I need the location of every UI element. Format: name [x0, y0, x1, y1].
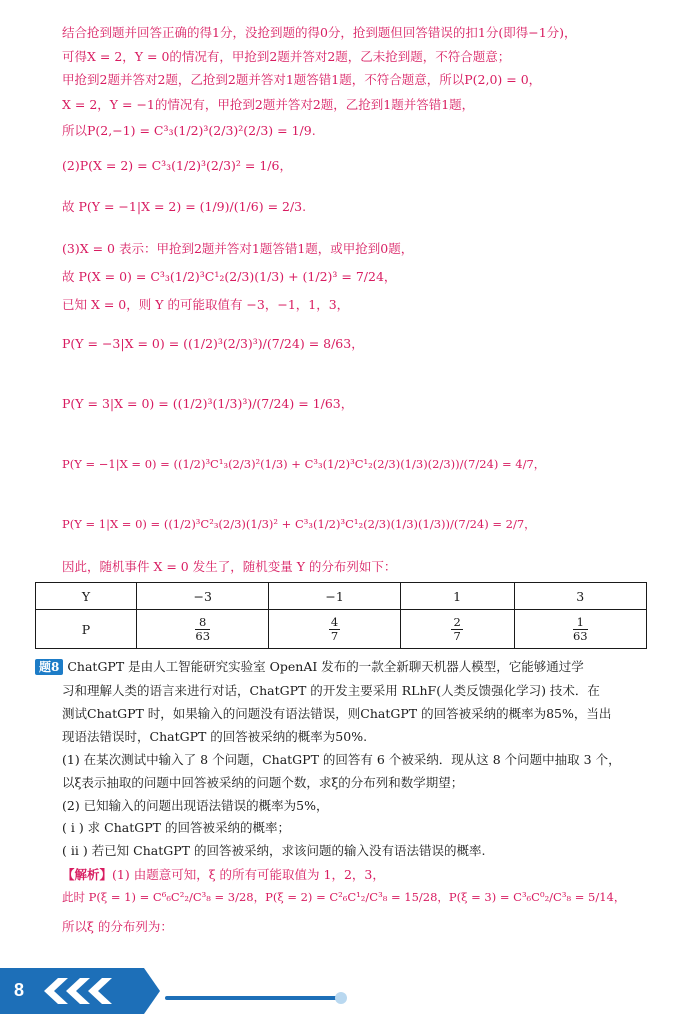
- question-text: 现语法错误时，ChatGPT 的回答被采纳的概率为50%.: [62, 729, 368, 744]
- question-text: ChatGPT 是由人工智能研究实验室 OpenAI 发布的一款全新聊天机器人模型，它能够通过学: [67, 659, 584, 674]
- numerator: 4: [330, 614, 339, 629]
- numerator: 1: [573, 616, 588, 630]
- denominator: 63: [195, 628, 211, 643]
- question-text: 习和理解人类的语言来进行对话，ChatGPT 的开发主要采用 RLhF(人类反馈强化学习) 技术．在: [62, 683, 600, 698]
- text-line: (3)X = 0 表示：甲抢到2题并答对1题答错1题，或甲抢到0题，: [62, 241, 414, 256]
- equation-line: 故 P(Y = −1|X = 2) = (1/9)/(1/6) = 2/3.: [62, 199, 307, 214]
- table-cell: [269, 610, 400, 649]
- distribution-table: [35, 582, 647, 649]
- solution-tag: 【解析】: [62, 867, 113, 882]
- text-line: X = 2，Y = −1的情况有，甲抢到2题并答对2题，乙抢到1题并答错1题，: [62, 97, 475, 112]
- numerator: 2: [453, 614, 461, 629]
- question-text: (2) 已知输入的问题出现语法错误的概率为5%，: [62, 798, 329, 813]
- solution-equation: 此时 P(ξ = 1) = C⁶₆C²₂/C³₈ = 3/28，P(ξ = 2) = C²₆C¹₂/C³₈ = 15/28，P(ξ = 3) = C³₆C⁰₂/C³₈ = 5/14，: [62, 890, 626, 904]
- table-cell: −1: [269, 583, 400, 610]
- table-cell: [137, 610, 269, 649]
- table-cell: 3: [514, 583, 646, 610]
- footer-rule: [165, 996, 345, 1000]
- denominator: 7: [453, 628, 461, 643]
- table-row: [36, 610, 647, 649]
- equation-line: 故 P(X = 0) = C³₃(1/2)³C¹₂(2/3)(1/3) + (1/2)³ = 7/24，: [62, 269, 397, 284]
- table-cell: −3: [137, 583, 269, 610]
- solution-text: (1) 由题意可知，ξ 的所有可能取值为 1，2，3，: [112, 867, 385, 882]
- conditional-prob-equation: P(Y = 1|X = 0) = ((1/2)³C²₃(2/3)(1/3)² + C³₃(1/2)³C¹₂(2/3)(1/3)(1/3))/(7/24) = 2/7，: [62, 517, 536, 531]
- question-badge: 题8: [35, 659, 63, 675]
- text-line: 因此，随机事件 X = 0 发生了，随机变量 Y 的分布列如下：: [62, 559, 397, 574]
- equation-line: 所以P(2,−1) = C³₃(1/2)³(2/3)²(2/3) = 1/9.: [62, 123, 316, 138]
- denominator: 63: [572, 628, 588, 643]
- question-text: ( ii ) 若已知 ChatGPT 的回答被采纳，求该问题的输入没有语法错误的概率.: [62, 843, 486, 858]
- fraction: [451, 616, 462, 643]
- question-text: 测试ChatGPT 时，如果输入的问题没有语法错误，则ChatGPT 的回答被采纳的概率为85%，当出: [62, 706, 612, 721]
- solution-first-line: [62, 866, 385, 884]
- numerator: 8: [195, 616, 210, 630]
- table-cell: 1: [400, 583, 514, 610]
- conditional-prob-equation: P(Y = −3|X = 0) = ((1/2)³(2/3)³)/(7/24) = 8/63，: [62, 336, 364, 351]
- chevron-decoration-icon: [44, 978, 144, 1004]
- question-text: ( i ) 求 ChatGPT 的回答被采纳的概率；: [62, 820, 290, 835]
- table-cell: [400, 610, 514, 649]
- question-text: (1) 在某次测试中输入了 8 个问题，ChatGPT 的回答有 6 个被采纳．现从这 8 个问题中抽取 3 个，: [62, 752, 621, 767]
- denominator: 7: [330, 628, 339, 643]
- fraction: [329, 616, 340, 643]
- table-header-cell: P: [36, 610, 137, 649]
- solution-text: 所以ξ 的分布列为：: [62, 919, 173, 934]
- text-line: 结合抢到题并回答正确的得1分，没抢到题的得0分，抢到题但回答错误的扣1分(即得−1分)，: [62, 25, 577, 40]
- table-header-cell: Y: [36, 583, 137, 610]
- table-cell: [514, 610, 646, 649]
- fraction: [573, 616, 588, 643]
- text-line: 已知 X = 0，则 Y 的可能取值有 −3，−1，1，3，: [62, 297, 350, 312]
- page-number: 8: [14, 980, 25, 1000]
- text-line: 可得X = 2，Y = 0的情况有，甲抢到2题并答对2题，乙未抢到题，不符合题意；: [62, 49, 511, 64]
- question-first-line: [35, 658, 584, 676]
- equation-line: (2)P(X = 2) = C³₃(1/2)³(2/3)² = 1/6，: [62, 158, 292, 173]
- question-text: 以ξ表示抽取的问题中回答被采纳的问题个数，求ξ的分布列和数学期望；: [62, 775, 464, 790]
- conditional-prob-equation: P(Y = 3|X = 0) = ((1/2)³(1/3)³)/(7/24) = 1/63，: [62, 396, 354, 411]
- table-row: [36, 583, 647, 610]
- footer-dot: [335, 992, 347, 1004]
- fraction: [195, 616, 210, 643]
- text-line: 甲抢到2题并答对2题，乙抢到2题并答对1题答错1题，不符合题意，所以P(2,0) = 0，: [62, 72, 542, 87]
- conditional-prob-equation: P(Y = −1|X = 0) = ((1/2)³C¹₃(2/3)²(1/3) + C³₃(1/2)³C¹₂(2/3)(1/3)(2/3))/(7/24) = 4/7，: [62, 457, 546, 471]
